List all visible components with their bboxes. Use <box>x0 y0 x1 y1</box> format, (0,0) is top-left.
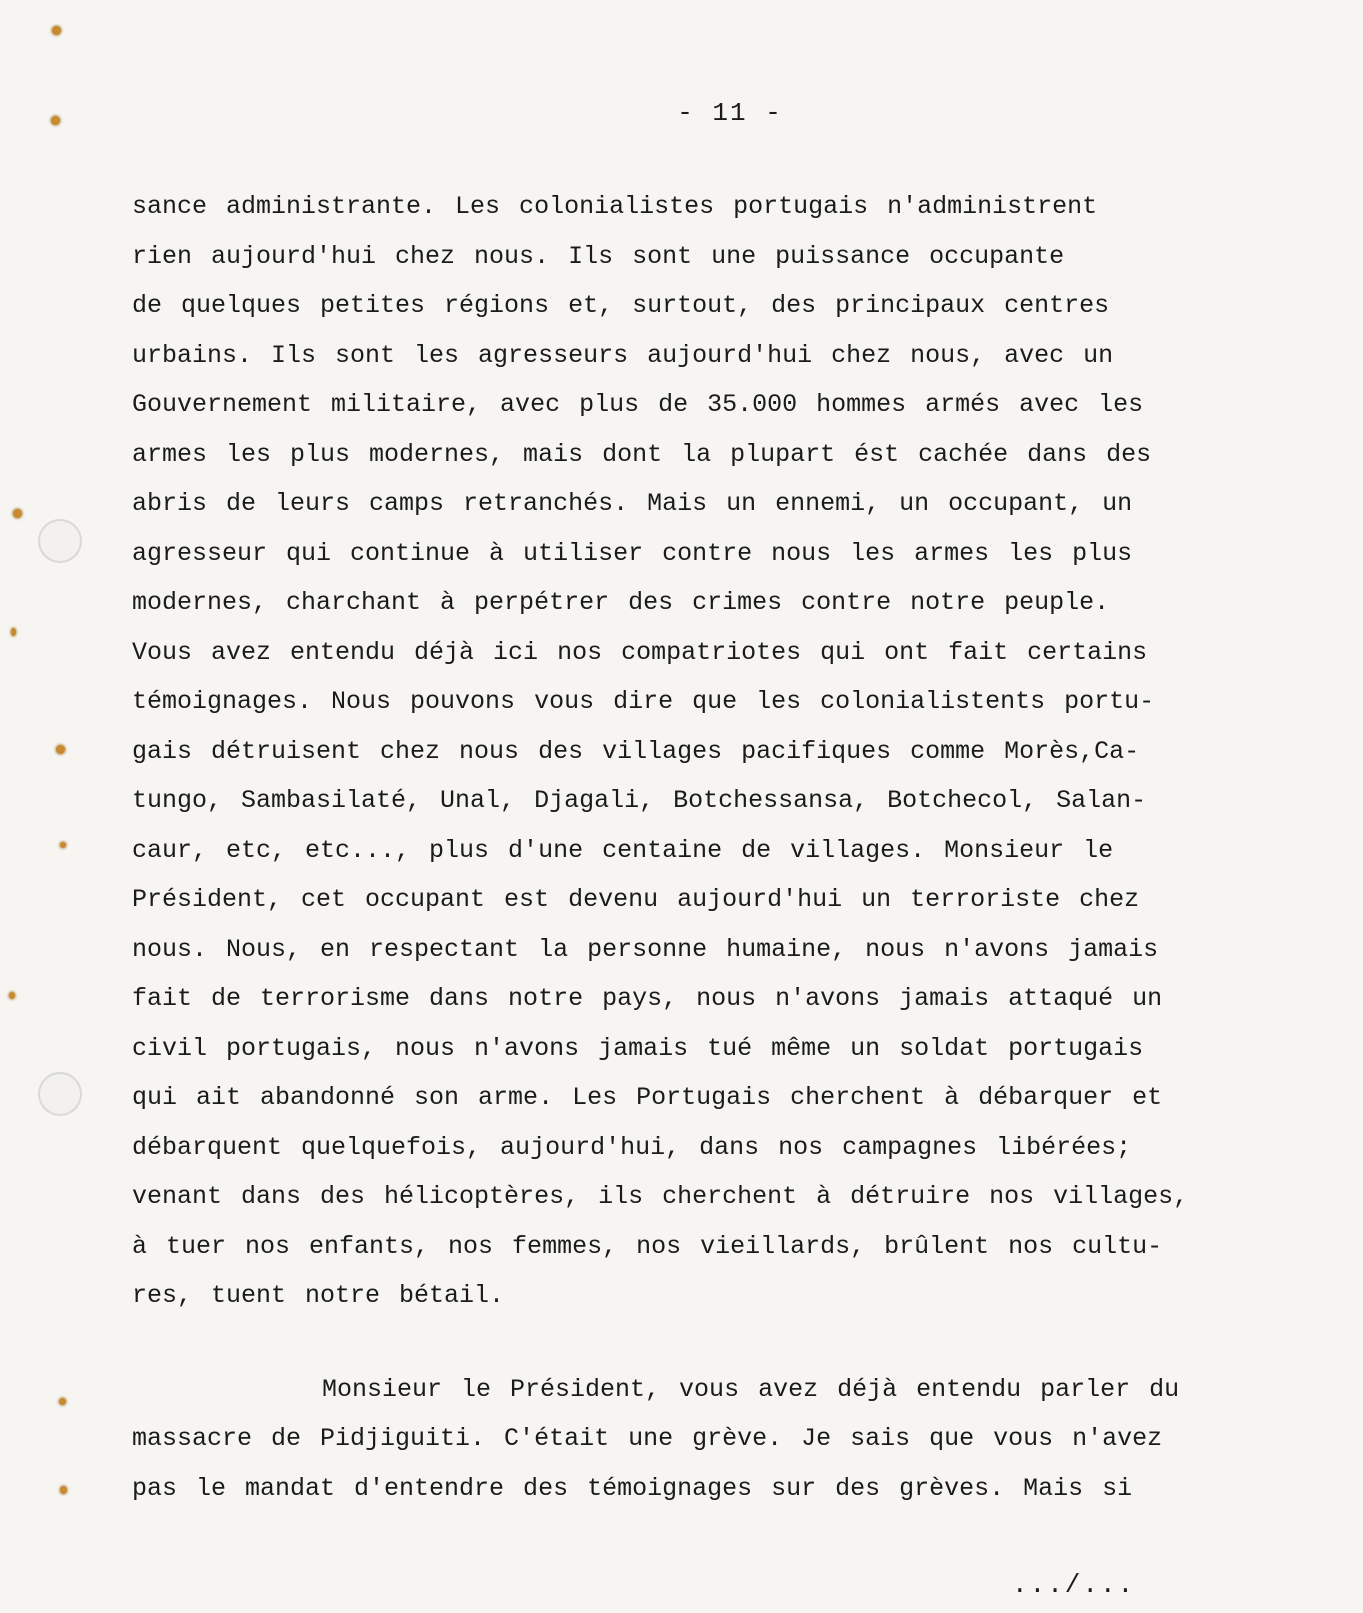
text-line: massacre de Pidjiguiti. C'était une grève. Je sais que vous n'avez <box>132 1424 1163 1453</box>
text-line: pas le mandat d'entendre des témoignages sur des grèves. Mais si <box>132 1473 1133 1503</box>
paragraph-gap <box>132 1321 1307 1365</box>
text-line: fait de terrorisme dans notre pays, nous n'avons jamais attaqué un <box>132 984 1163 1013</box>
text-line: à tuer nos enfants, nos femmes, nos vieillards, brûlent nos cultu- <box>132 1231 1163 1261</box>
punch-mark <box>9 992 15 999</box>
text-line: armes les plus modernes, mais dont la plupart ést cachée dans des <box>132 439 1152 469</box>
text-line: Monsieur le Président, vous avez déjà entendu parler du <box>322 1374 1180 1404</box>
punch-mark <box>60 1486 67 1494</box>
text-line: civil portugais, nous n'avons jamais tué même un soldat portugais <box>132 1033 1144 1063</box>
punch-mark <box>59 1398 66 1405</box>
text-line: qui ait abandonné son arme. Les Portugais cherchent à débarquer et <box>132 1083 1163 1112</box>
punch-mark <box>60 842 66 848</box>
text-line: Gouvernement militaire, avec plus de 35.000 hommes armés avec les <box>132 390 1144 419</box>
body-text <box>132 182 1307 1513</box>
text-line: débarquent quelquefois, aujourd'hui, dans nos campagnes libérées; <box>132 1132 1132 1162</box>
page-number: - 11 - <box>677 98 783 128</box>
paragraph <box>132 182 1307 1321</box>
text-line: de quelques petites régions et, surtout, des principaux centres <box>132 291 1110 320</box>
paragraph <box>132 1365 1307 1514</box>
punch-mark <box>11 628 16 636</box>
text-line: urbains. Ils sont les agresseurs aujourd'hui chez nous, avec un <box>132 340 1114 370</box>
text-line: res, tuent notre bétail. <box>132 1281 505 1310</box>
text-line: tungo, Sambasilaté, Unal, Djagali, Botchessansa, Botchecol, Salan- <box>132 786 1147 815</box>
text-line: modernes, charchant à perpétrer des crimes contre notre peuple. <box>132 588 1110 617</box>
text-line: agresseur qui continue à utiliser contre nous les armes les plus <box>132 538 1133 568</box>
binder-hole <box>38 519 82 563</box>
text-line: Président, cet occupant est devenu aujourd'hui un terroriste chez <box>132 885 1140 914</box>
text-line: nous. Nous, en respectant la personne humaine, nous n'avons jamais <box>132 934 1159 964</box>
continuation-mark: .../... <box>1012 1570 1136 1600</box>
punch-mark <box>52 26 61 35</box>
text-line: venant dans des hélicoptères, ils cherchent à détruire nos villages, <box>132 1182 1189 1211</box>
text-line: Vous avez entendu déjà ici nos compatriotes qui ont fait certains <box>132 637 1148 667</box>
punch-mark <box>13 509 22 518</box>
punch-mark <box>56 745 65 754</box>
text-line: abris de leurs camps retranchés. Mais un ennemi, un occupant, un <box>132 489 1133 518</box>
text-line: gais détruisent chez nous des villages pacifiques comme Morès,Ca- <box>132 736 1140 766</box>
text-line: rien aujourd'hui chez nous. Ils sont une puissance occupante <box>132 241 1065 271</box>
text-line: caur, etc, etc..., plus d'une centaine de villages. Monsieur le <box>132 835 1114 865</box>
text-line: sance administrante. Les colonialistes portugais n'administrent <box>132 192 1098 221</box>
text-line: témoignages. Nous pouvons vous dire que les colonialistents portu- <box>132 687 1155 716</box>
binder-hole <box>38 1072 82 1116</box>
